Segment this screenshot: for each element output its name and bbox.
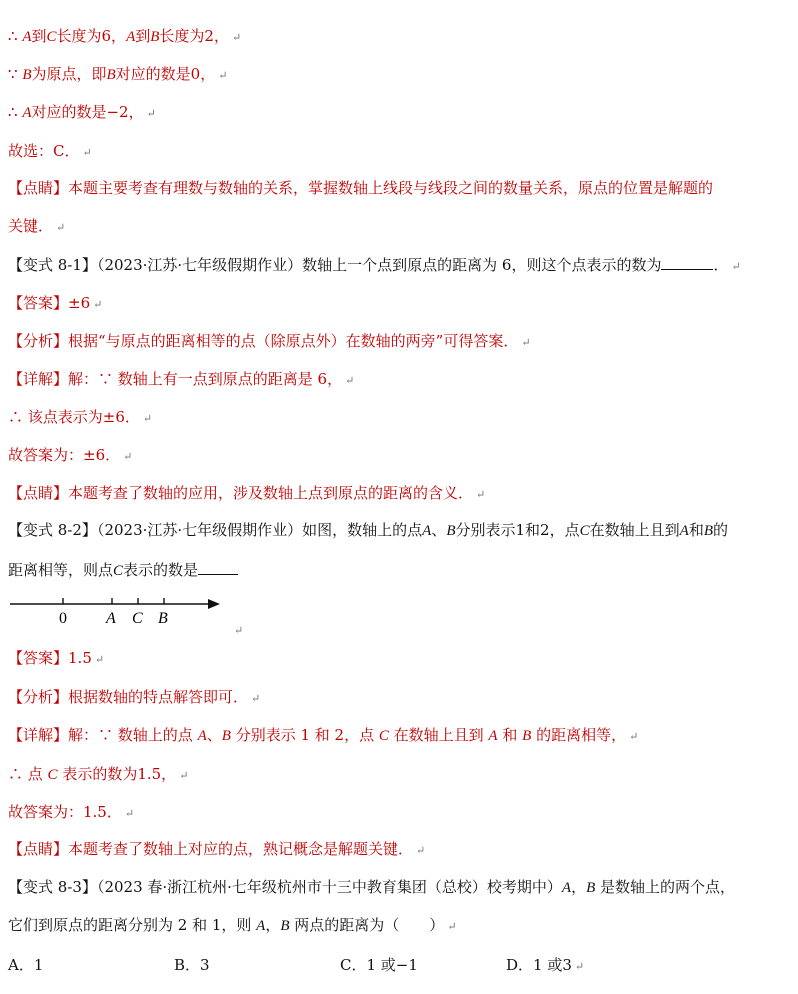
detail-text: 分别表示 1 和 2，点 <box>230 726 379 744</box>
var-a: A <box>197 728 207 744</box>
detail-text: ∴ 该点表示为±6． <box>8 408 140 426</box>
paragraph-mark: ↵ <box>218 69 228 82</box>
detail-text: 的距离相等， <box>531 726 627 744</box>
paragraph-mark: ↵ <box>146 107 156 120</box>
text: 到 <box>31 27 47 45</box>
question-text: 距离相等，则点 <box>8 561 114 579</box>
question-text: 两点的距离为（ ） <box>289 916 445 934</box>
text: 为原点，即 <box>31 65 107 83</box>
punctuation: ． <box>713 256 729 274</box>
question-8-3-line-1 <box>8 877 735 898</box>
answer-8-1 <box>8 293 102 315</box>
paragraph-mark: ↵ <box>251 692 261 705</box>
detail-text: ∴ 点 <box>8 765 48 783</box>
paragraph-mark: ↵ <box>731 260 741 273</box>
comment-text: 本题考查了数轴上对应的点，熟记概念是解题关键． <box>68 840 414 858</box>
question-text: （2023·江苏·七年级假期作业）如图，数轴上的点 <box>96 521 423 539</box>
option-a[interactable]: A．1 <box>8 956 44 974</box>
solution-line-4 <box>8 141 92 163</box>
option-c[interactable]: C．1 或−1 <box>340 956 418 974</box>
answer-value: ±6 <box>68 294 91 312</box>
text: ， <box>571 878 587 896</box>
comment-line-2 <box>8 216 65 238</box>
question-8-3-line-2 <box>8 915 457 937</box>
paragraph-mark: ↵ <box>476 488 486 501</box>
paragraph-mark: ↵ <box>56 221 66 234</box>
detail-8-1-line-3 <box>8 445 132 467</box>
var-a: A <box>126 29 136 45</box>
number-line-figure <box>8 592 248 636</box>
analysis-8-2 <box>8 687 260 709</box>
solution-line-1 <box>8 26 241 48</box>
comment-text: 本题考查了数轴的应用，涉及数轴上点到原点的距离的含义． <box>68 484 474 502</box>
var-b: B <box>703 523 713 539</box>
answer-value: 1.5 <box>68 649 92 667</box>
comment-8-2 <box>8 839 425 861</box>
question-tag: 【变式 8-2】 <box>8 521 97 539</box>
detail-text: 解：∵ 数轴上的点 <box>68 726 198 744</box>
paragraph-mark: ↵ <box>142 412 153 425</box>
question-text: 在数轴上且到 <box>589 521 680 539</box>
var-a: A <box>256 918 266 934</box>
question-8-2-line-1 <box>8 520 728 541</box>
question-text: （2023 春·浙江杭州·七年级杭州市十三中教育集团（总校）校考期中） <box>96 878 562 896</box>
detail-text: 故答案为：±6． <box>8 446 121 464</box>
paragraph-mark: ↵ <box>123 450 133 463</box>
var-a: A <box>488 728 498 744</box>
comment-tag: 【点睛】 <box>8 840 69 858</box>
detail-text: 表示的数为1.5， <box>57 765 177 783</box>
var-b: B <box>586 880 596 896</box>
text: 、 <box>206 726 222 744</box>
var-b: B <box>446 523 456 539</box>
label-b: B <box>158 610 168 627</box>
answer-tag: 【答案】 <box>8 294 69 312</box>
text: 长度为2， <box>159 27 229 45</box>
choice-text: 故选：C． <box>8 142 80 160</box>
text: 和 <box>497 726 523 744</box>
solution-line-3 <box>8 102 156 124</box>
label-c: C <box>132 610 143 627</box>
therefore-text: ∴ <box>8 103 23 121</box>
solution-line-2 <box>8 64 227 86</box>
var-b: B <box>22 67 32 83</box>
question-text: 的 <box>713 521 729 539</box>
paragraph-mark: ↵ <box>94 653 105 666</box>
option-b[interactable]: B．3 <box>174 956 210 974</box>
comment-line-1 <box>8 178 713 198</box>
therefore-text: ∴ <box>8 27 23 45</box>
text: 对应的数是−2， <box>31 103 144 121</box>
paragraph-mark: ↵ <box>416 844 426 857</box>
var-a: A <box>22 29 32 45</box>
var-c: C <box>47 767 58 783</box>
text: 和 <box>688 521 704 539</box>
text: ， <box>265 916 281 934</box>
var-c: C <box>378 728 389 744</box>
detail-8-1-line-2 <box>8 407 152 429</box>
paragraph-mark: ↵ <box>574 960 585 973</box>
text: 到 <box>135 27 151 45</box>
paragraph-mark: ↵ <box>231 31 242 44</box>
paragraph-mark: ↵ <box>93 298 103 311</box>
question-text: 分别表示1和2，点 <box>455 521 580 539</box>
question-8-1 <box>8 255 741 277</box>
axis-arrow-icon <box>208 599 220 609</box>
label-a: A <box>106 610 116 627</box>
paragraph-mark: ↵ <box>179 769 189 782</box>
var-b: B <box>106 67 116 83</box>
detail-tag: 【详解】 <box>8 726 69 744</box>
paragraph-mark: ↵ <box>629 730 639 743</box>
detail-8-2-line-1 <box>8 725 638 747</box>
var-c: C <box>579 523 590 539</box>
var-b: B <box>150 29 160 45</box>
analysis-text: 根据数轴的特点解答即可． <box>68 688 249 706</box>
var-a: A <box>22 105 32 121</box>
detail-8-2-line-2 <box>8 764 188 786</box>
answer-blank <box>198 560 238 575</box>
paragraph-mark: ↵ <box>82 146 92 159</box>
text: 对应的数是0， <box>115 65 216 83</box>
analysis-tag: 【分析】 <box>8 332 69 350</box>
option-d[interactable] <box>506 955 584 977</box>
option-d-text: D．1 或3 <box>506 956 572 974</box>
label-zero: 0 <box>59 610 67 627</box>
because-text: ∵ <box>8 65 23 83</box>
var-b: B <box>522 728 532 744</box>
analysis-8-1 <box>8 331 531 353</box>
detail-text: 解：∵ 数轴上有一点到原点的距离是 6， <box>68 370 343 388</box>
var-b: B <box>280 918 290 934</box>
detail-8-2-line-3 <box>8 802 134 824</box>
comment-tag: 【点睛】 <box>8 179 69 197</box>
paragraph-mark: ↵ <box>234 625 244 636</box>
var-b: B <box>221 728 231 744</box>
answer-tag: 【答案】 <box>8 649 69 667</box>
text: 、 <box>431 521 447 539</box>
detail-tag: 【详解】 <box>8 370 69 388</box>
paragraph-mark: ↵ <box>447 920 457 933</box>
answer-8-2 <box>8 648 104 670</box>
analysis-text: 根据“与原点的距离相等的点（除原点外）在数轴的两旁”可得答案． <box>68 332 519 350</box>
var-c: C <box>113 563 124 579</box>
text: 长度为6， <box>56 27 127 45</box>
paragraph-mark: ↵ <box>345 374 355 387</box>
comment-8-1 <box>8 483 485 505</box>
question-text: （2023·江苏·七年级假期作业）数轴上一个点到原点的距离为 6，则这个点表示的数为 <box>96 256 662 274</box>
paragraph-mark: ↵ <box>521 336 531 349</box>
detail-text: 在数轴上且到 <box>388 726 489 744</box>
detail-text: 故答案为：1.5． <box>8 803 122 821</box>
comment-tag: 【点睛】 <box>8 484 69 502</box>
question-text: 它们到原点的距离分别为 2 和 1，则 <box>8 916 257 934</box>
comment-text: 关键． <box>8 217 54 235</box>
question-tag: 【变式 8-1】 <box>8 256 97 274</box>
question-8-2-line-2 <box>8 560 238 581</box>
question-text: 是数轴上的两个点， <box>595 878 736 896</box>
comment-text: 本题主要考查有理数与数轴的关系，掌握数轴上线段与线段之间的数量关系，原点的位置是解题的 <box>68 179 714 197</box>
question-text: 表示的数是 <box>123 561 199 579</box>
var-a: A <box>422 523 432 539</box>
paragraph-mark: ↵ <box>124 807 135 820</box>
question-tag: 【变式 8-3】 <box>8 878 97 896</box>
var-a: A <box>679 523 689 539</box>
var-c: C <box>46 29 57 45</box>
answer-blank <box>661 255 713 270</box>
var-a: A <box>561 880 572 896</box>
detail-8-1-line-1 <box>8 369 354 391</box>
analysis-tag: 【分析】 <box>8 688 69 706</box>
